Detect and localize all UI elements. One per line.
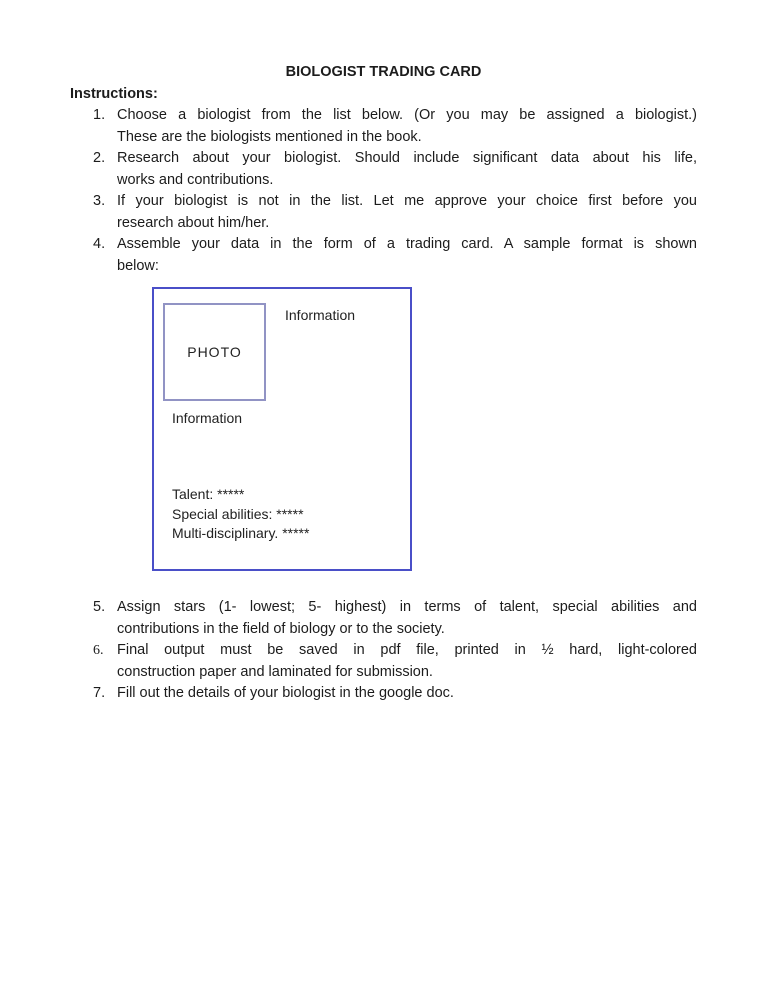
- instruction-item-4: [70, 234, 697, 277]
- instruction-text: [117, 640, 697, 683]
- instruction-item-3: [70, 191, 697, 234]
- text-line: If your biologist is not in the list. Let me approve your choice first before you: [117, 193, 697, 209]
- instructions-heading: Instructions:: [70, 85, 158, 102]
- list-number: 4.: [93, 236, 106, 252]
- instruction-text: [117, 105, 697, 148]
- text-line: contributions in the field of biology or to the society.: [117, 620, 445, 637]
- document-title: BIOLOGIST TRADING CARD: [285, 64, 482, 80]
- text-line: construction paper and laminated for submission.: [117, 663, 433, 680]
- instruction-text: [117, 683, 697, 705]
- multi-disciplinary-line: Multi-disciplinary. *****: [172, 525, 310, 541]
- text-line: Assign stars (1- lowest; 5- highest) in terms of talent, special abilities and: [117, 599, 697, 615]
- instruction-text: [117, 191, 697, 234]
- instruction-item-2: [70, 148, 697, 191]
- sample-card-area: [152, 287, 697, 571]
- instruction-item-6: [70, 640, 697, 683]
- instruction-text: [117, 234, 697, 277]
- instruction-text: [117, 597, 697, 640]
- list-number: 2.: [93, 150, 106, 166]
- special-abilities-line: Special abilities: *****: [172, 505, 304, 522]
- text-line: below:: [117, 257, 159, 274]
- list-number: 1.: [93, 107, 106, 123]
- list-number: 6.: [93, 643, 104, 658]
- text-line: research about him/her.: [117, 214, 270, 231]
- instruction-item-7: [70, 683, 697, 705]
- list-number: 7.: [93, 685, 106, 701]
- text-line: Research about your biologist. Should include significant data about his life,: [117, 150, 697, 166]
- text-line: Final output must be saved in pdf file, printed in ½ hard, light-colored: [117, 642, 697, 658]
- list-number: 5.: [93, 599, 106, 615]
- text-line: Fill out the details of your biologist in the google doc.: [117, 685, 454, 701]
- info-top-label: Information: [285, 307, 356, 323]
- list-number: 3.: [93, 193, 106, 209]
- instruction-text: [117, 148, 697, 191]
- talent-line: Talent: *****: [172, 486, 245, 502]
- instruction-item-5: [70, 597, 697, 640]
- trading-card-sample: [152, 287, 412, 571]
- stars-block: [172, 485, 309, 544]
- instruction-item-1: [70, 105, 697, 148]
- text-line: Choose a biologist from the list below. (Or you may be assigned a biologist.): [117, 107, 697, 123]
- text-line: These are the biologists mentioned in the book.: [117, 128, 422, 145]
- photo-label: PHOTO: [187, 344, 242, 360]
- text-line: works and contributions.: [117, 171, 274, 188]
- text-line: Assemble your data in the form of a trading card. A sample format is shown: [117, 236, 697, 252]
- info-bottom-label: Information: [172, 410, 243, 426]
- photo-placeholder-box: [163, 303, 266, 401]
